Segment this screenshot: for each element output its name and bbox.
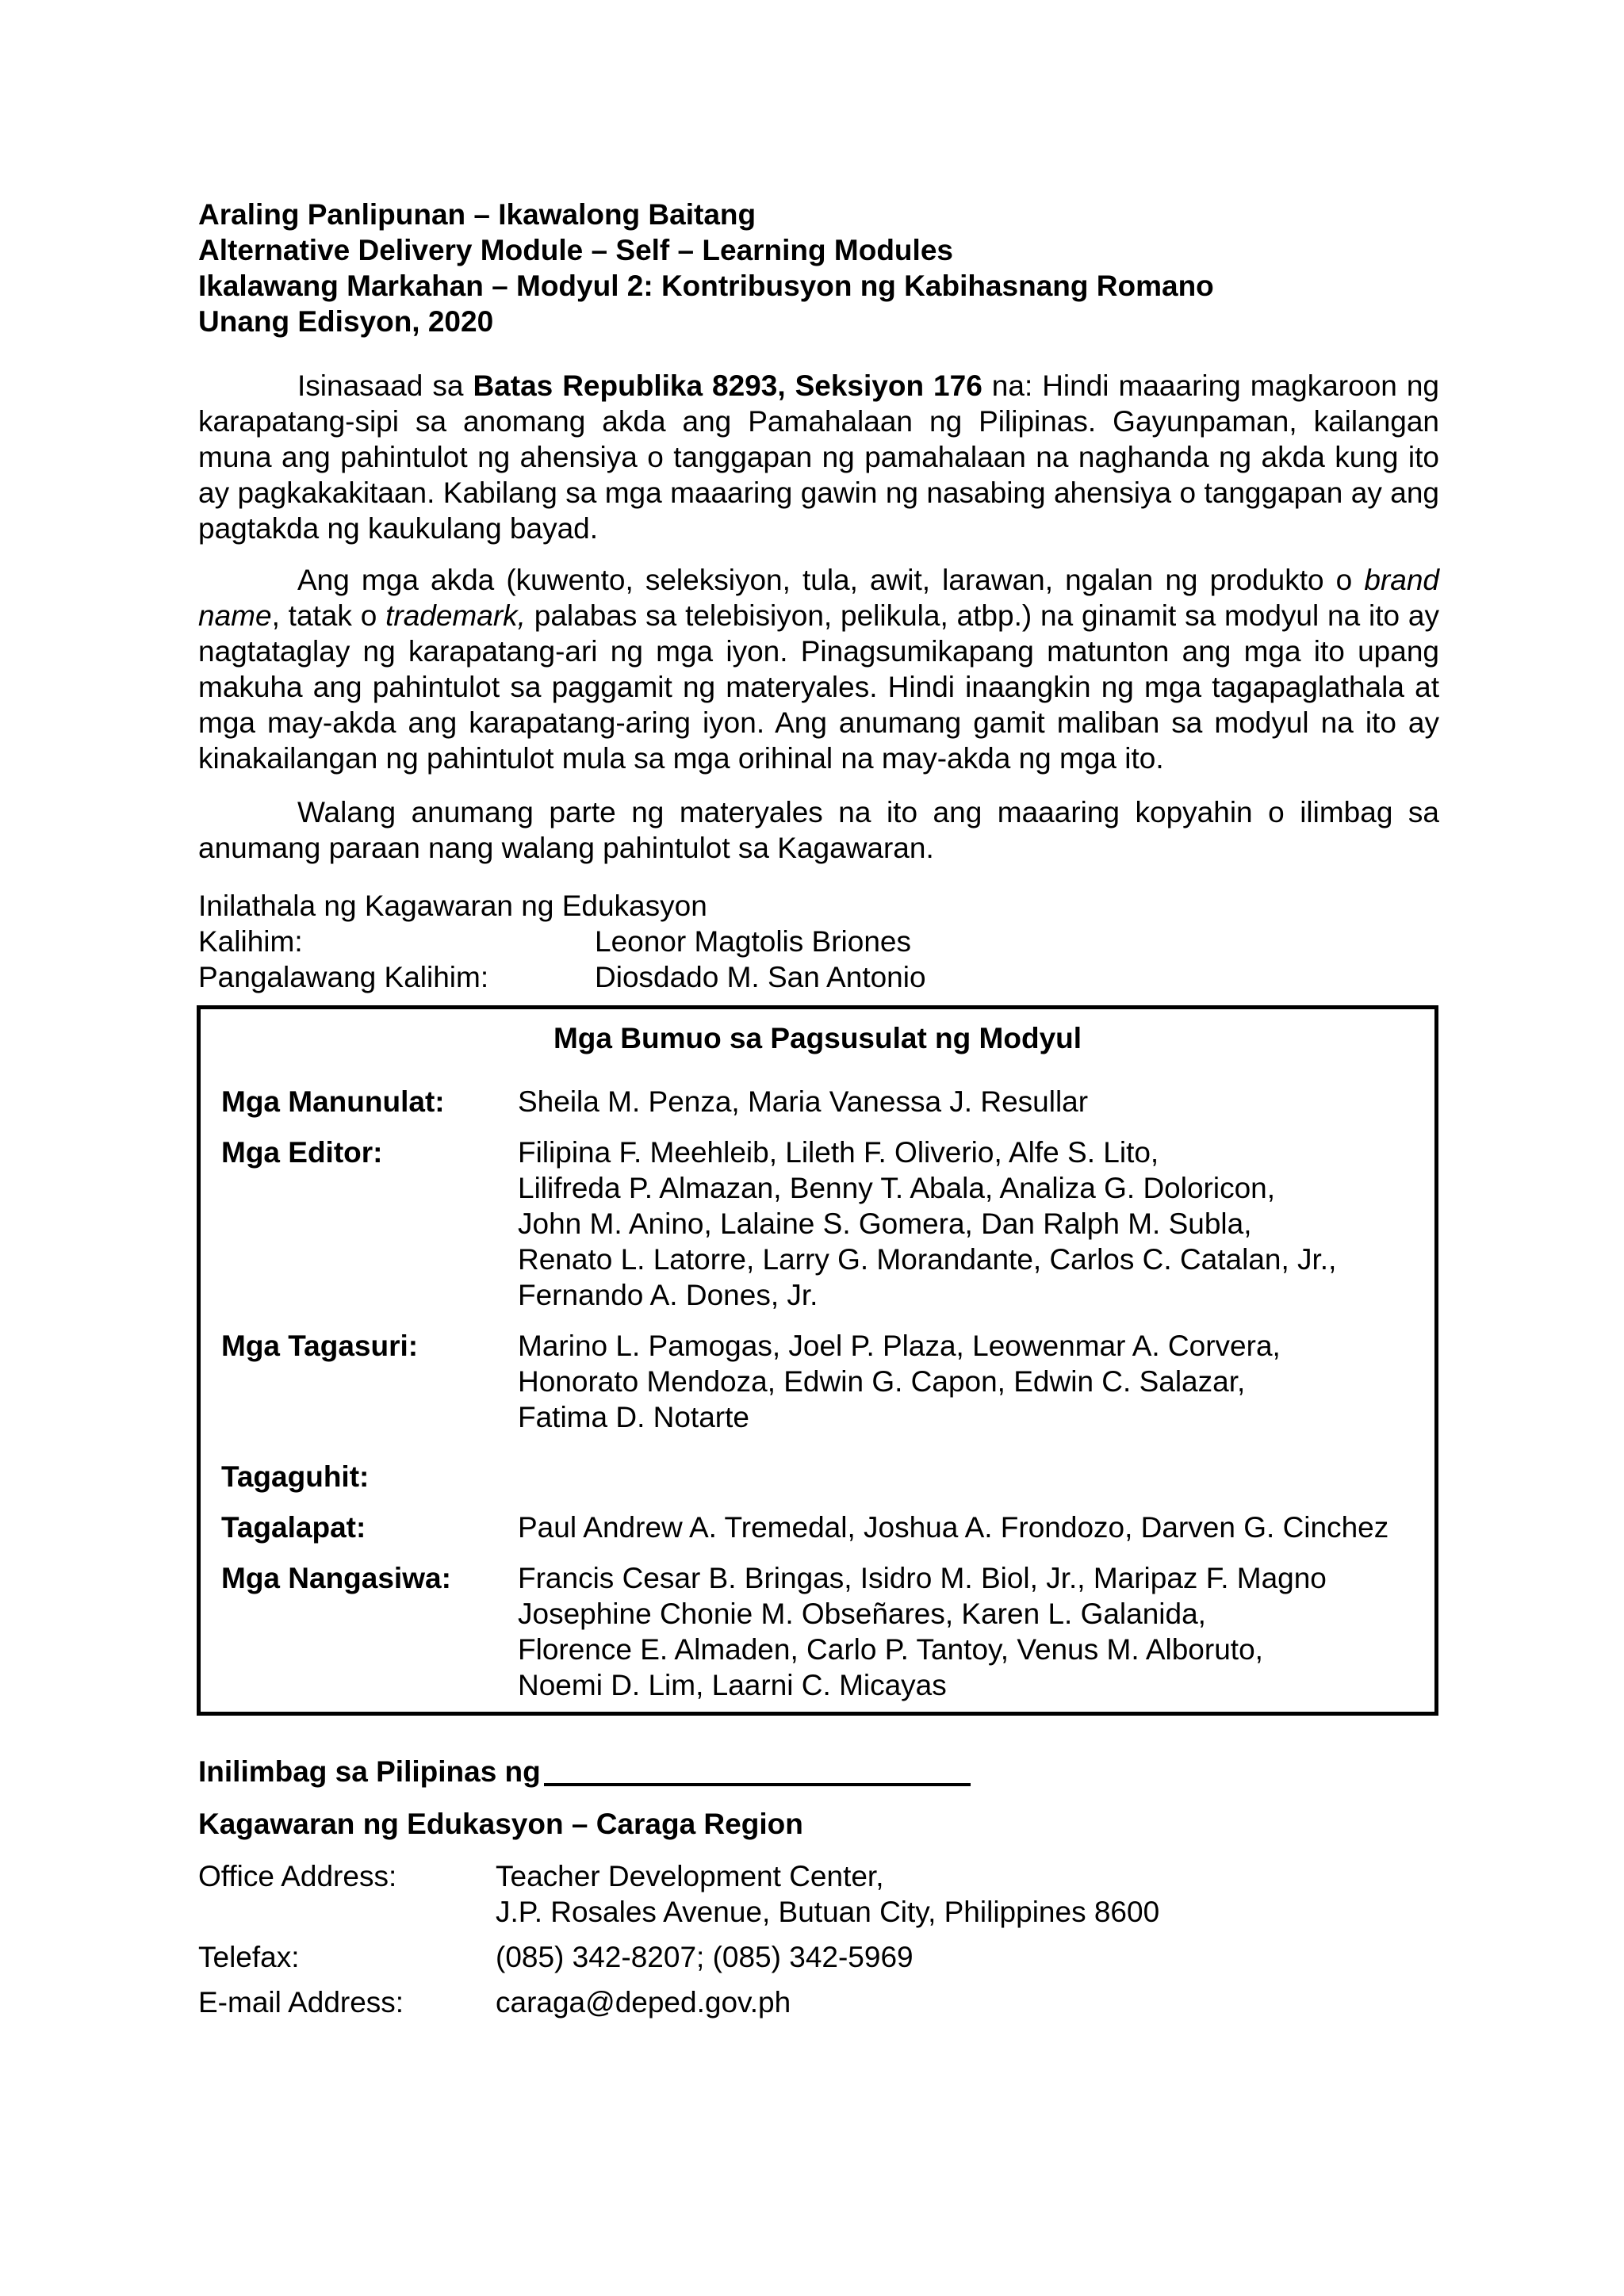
printed-label: Inilimbag sa Pilipinas ng — [198, 1755, 541, 1788]
contact-row — [198, 1939, 1439, 1975]
contact-label: Office Address: — [198, 1860, 397, 1892]
module-title: Ikalawang Markahan – Modyul 2: Kontribusyon ng Kabihasnang Romano — [198, 270, 1214, 302]
paragraph-text: na: Hindi maaaring magkaroon ng karapatang-sipi sa anomang akda ang Pamahalaan ng Pilipinas. Gayunpaman, kailangan muna ang pahintulot ng ahensiya o tanggapan ng pamahalaan na naghanda ng akda kung ito ay pagkakakitaan. Kabilang sa mga maaaring gawin ng nasabing ahensiya o tanggapan ay ang pagtakda ng kaukulang bayad. — [198, 369, 1439, 545]
publisher-row-label: Pangalawang Kalihim: — [198, 961, 489, 993]
publisher-row — [198, 924, 1439, 959]
credits-row — [221, 1510, 1419, 1545]
italic-term: brand name — [198, 564, 1439, 632]
borrowed-materials-paragraph — [198, 562, 1439, 776]
credits-role: Tagalapat: — [221, 1511, 366, 1544]
subject-title: Araling Panlipunan – Ikawalong Baitang — [198, 198, 756, 231]
publisher-row-value: Leonor Magtolis Briones — [595, 925, 911, 958]
paragraph-text: Isinasaad sa — [297, 369, 473, 402]
contact-value: Teacher Development Center, J.P. Rosales Avenue, Butuan City, Philippines 8600 — [496, 1860, 1160, 1928]
printed-in-line — [198, 1754, 1439, 1789]
publisher-row-value: Diosdado M. San Antonio — [595, 961, 926, 993]
credits-row — [221, 1328, 1419, 1435]
reproduction-paragraph: Walang anumang parte ng materyales na ito ang maaaring kopyahin o ilimbag sa anumang paraan nang walang pahintulot sa Kagawaran. — [198, 796, 1439, 864]
credits-role: Mga Editor: — [221, 1136, 383, 1169]
credits-heading: Mga Bumuo sa Pagsusulat ng Modyul — [553, 1022, 1082, 1054]
credits-names: Filipina F. Meehleib, Lileth F. Oliverio, Alfe S. Lito, Lilifreda P. Almazan, Benny T. Abala, Analiza G. Doloricon, John M. Anino, Lalaine S. Gomera, Dan Ralph M. Subla, Renato L. Latorre, Larry G. Morandante, Carlos C. Catalan, Jr., Fernando A. Dones, Jr. — [518, 1136, 1337, 1311]
contact-label: E-mail Address: — [198, 1986, 404, 2019]
credits-row — [221, 1560, 1419, 1703]
credits-names: Marino L. Pamogas, Joel P. Plaza, Leowenmar A. Corvera, Honorato Mendoza, Edwin G. Capon, Edwin C. Salazar, Fatima D. Notarte — [518, 1330, 1281, 1433]
contact-row — [198, 1858, 1439, 1930]
credits-names: Francis Cesar B. Bringas, Isidro M. Biol, Jr., Maripaz F. Magno Josephine Chonie M. Obseñares, Karen L. Galanida, Florence E. Almaden, Carlo P. Tantoy, Venus M. Alboruto, Noemi D. Lim, Laarni C. Micayas — [518, 1562, 1327, 1701]
publisher-row-label: Kalihim: — [198, 925, 303, 958]
contact-value: (085) 342-8207; (085) 342-5969 — [496, 1941, 914, 1973]
credits-row — [221, 1084, 1419, 1119]
paragraph-text: palabas sa telebisiyon, pelikula, atbp.) na ginamit sa modyul na ito ay nagtataglay ng karapatang-ari ng mga iyon. Pinagsumikapang matunton ang mga ito upang makuha ang pahintulot sa paggamit ng materyales. Hindi inaangkin ng mga tagapaglathala at mga may-akda ang karapatang-aring iyon. Ang anumang gamit maliban sa modyul na ito ay kinakailangan ng pahintulot mula sa mga orihinal na may-akda ng mga ito. — [198, 599, 1439, 775]
credits-role: Mga Tagasuri: — [221, 1330, 419, 1362]
contact-block — [198, 1858, 1439, 2030]
printer-blank-line — [544, 1755, 971, 1786]
credits-names: Paul Andrew A. Tremedal, Joshua A. Frondozo, Darven G. Cinchez — [518, 1511, 1389, 1544]
copyright-paragraph — [198, 368, 1439, 546]
contact-label: Telefax: — [198, 1941, 300, 1973]
credits-row — [221, 1135, 1419, 1313]
credits-role: Tagaguhit: — [221, 1460, 370, 1493]
paragraph-text: , tatak o — [271, 599, 386, 632]
credits-names — [518, 1459, 1419, 1494]
contact-row — [198, 1984, 1439, 2020]
italic-term: trademark, — [385, 599, 526, 632]
email-address: caraga@deped.gov.ph — [496, 1986, 791, 2019]
region-heading: Kagawaran ng Edukasyon – Caraga Region — [198, 1808, 803, 1840]
publisher-block — [198, 888, 1439, 995]
module-type: Alternative Delivery Module – Self – Learning Modules — [198, 234, 953, 266]
credits-box — [197, 1005, 1438, 1716]
credits-list — [221, 1084, 1419, 1718]
edition: Unang Edisyon, 2020 — [198, 305, 494, 338]
credits-row — [221, 1459, 1419, 1494]
title-block — [198, 197, 1467, 339]
credits-role: Mga Manunulat: — [221, 1085, 445, 1118]
credits-names: Sheila M. Penza, Maria Vanessa J. Resullar — [518, 1085, 1089, 1118]
law-reference: Batas Republika 8293, Seksiyon 176 — [473, 369, 982, 402]
credits-role: Mga Nangasiwa: — [221, 1562, 451, 1594]
publisher-row — [198, 959, 1439, 995]
paragraph-text: Ang mga akda (kuwento, seleksiyon, tula, awit, larawan, ngalan ng produkto o — [297, 564, 1365, 596]
publisher-line: Inilathala ng Kagawaran ng Edukasyon — [198, 890, 707, 922]
